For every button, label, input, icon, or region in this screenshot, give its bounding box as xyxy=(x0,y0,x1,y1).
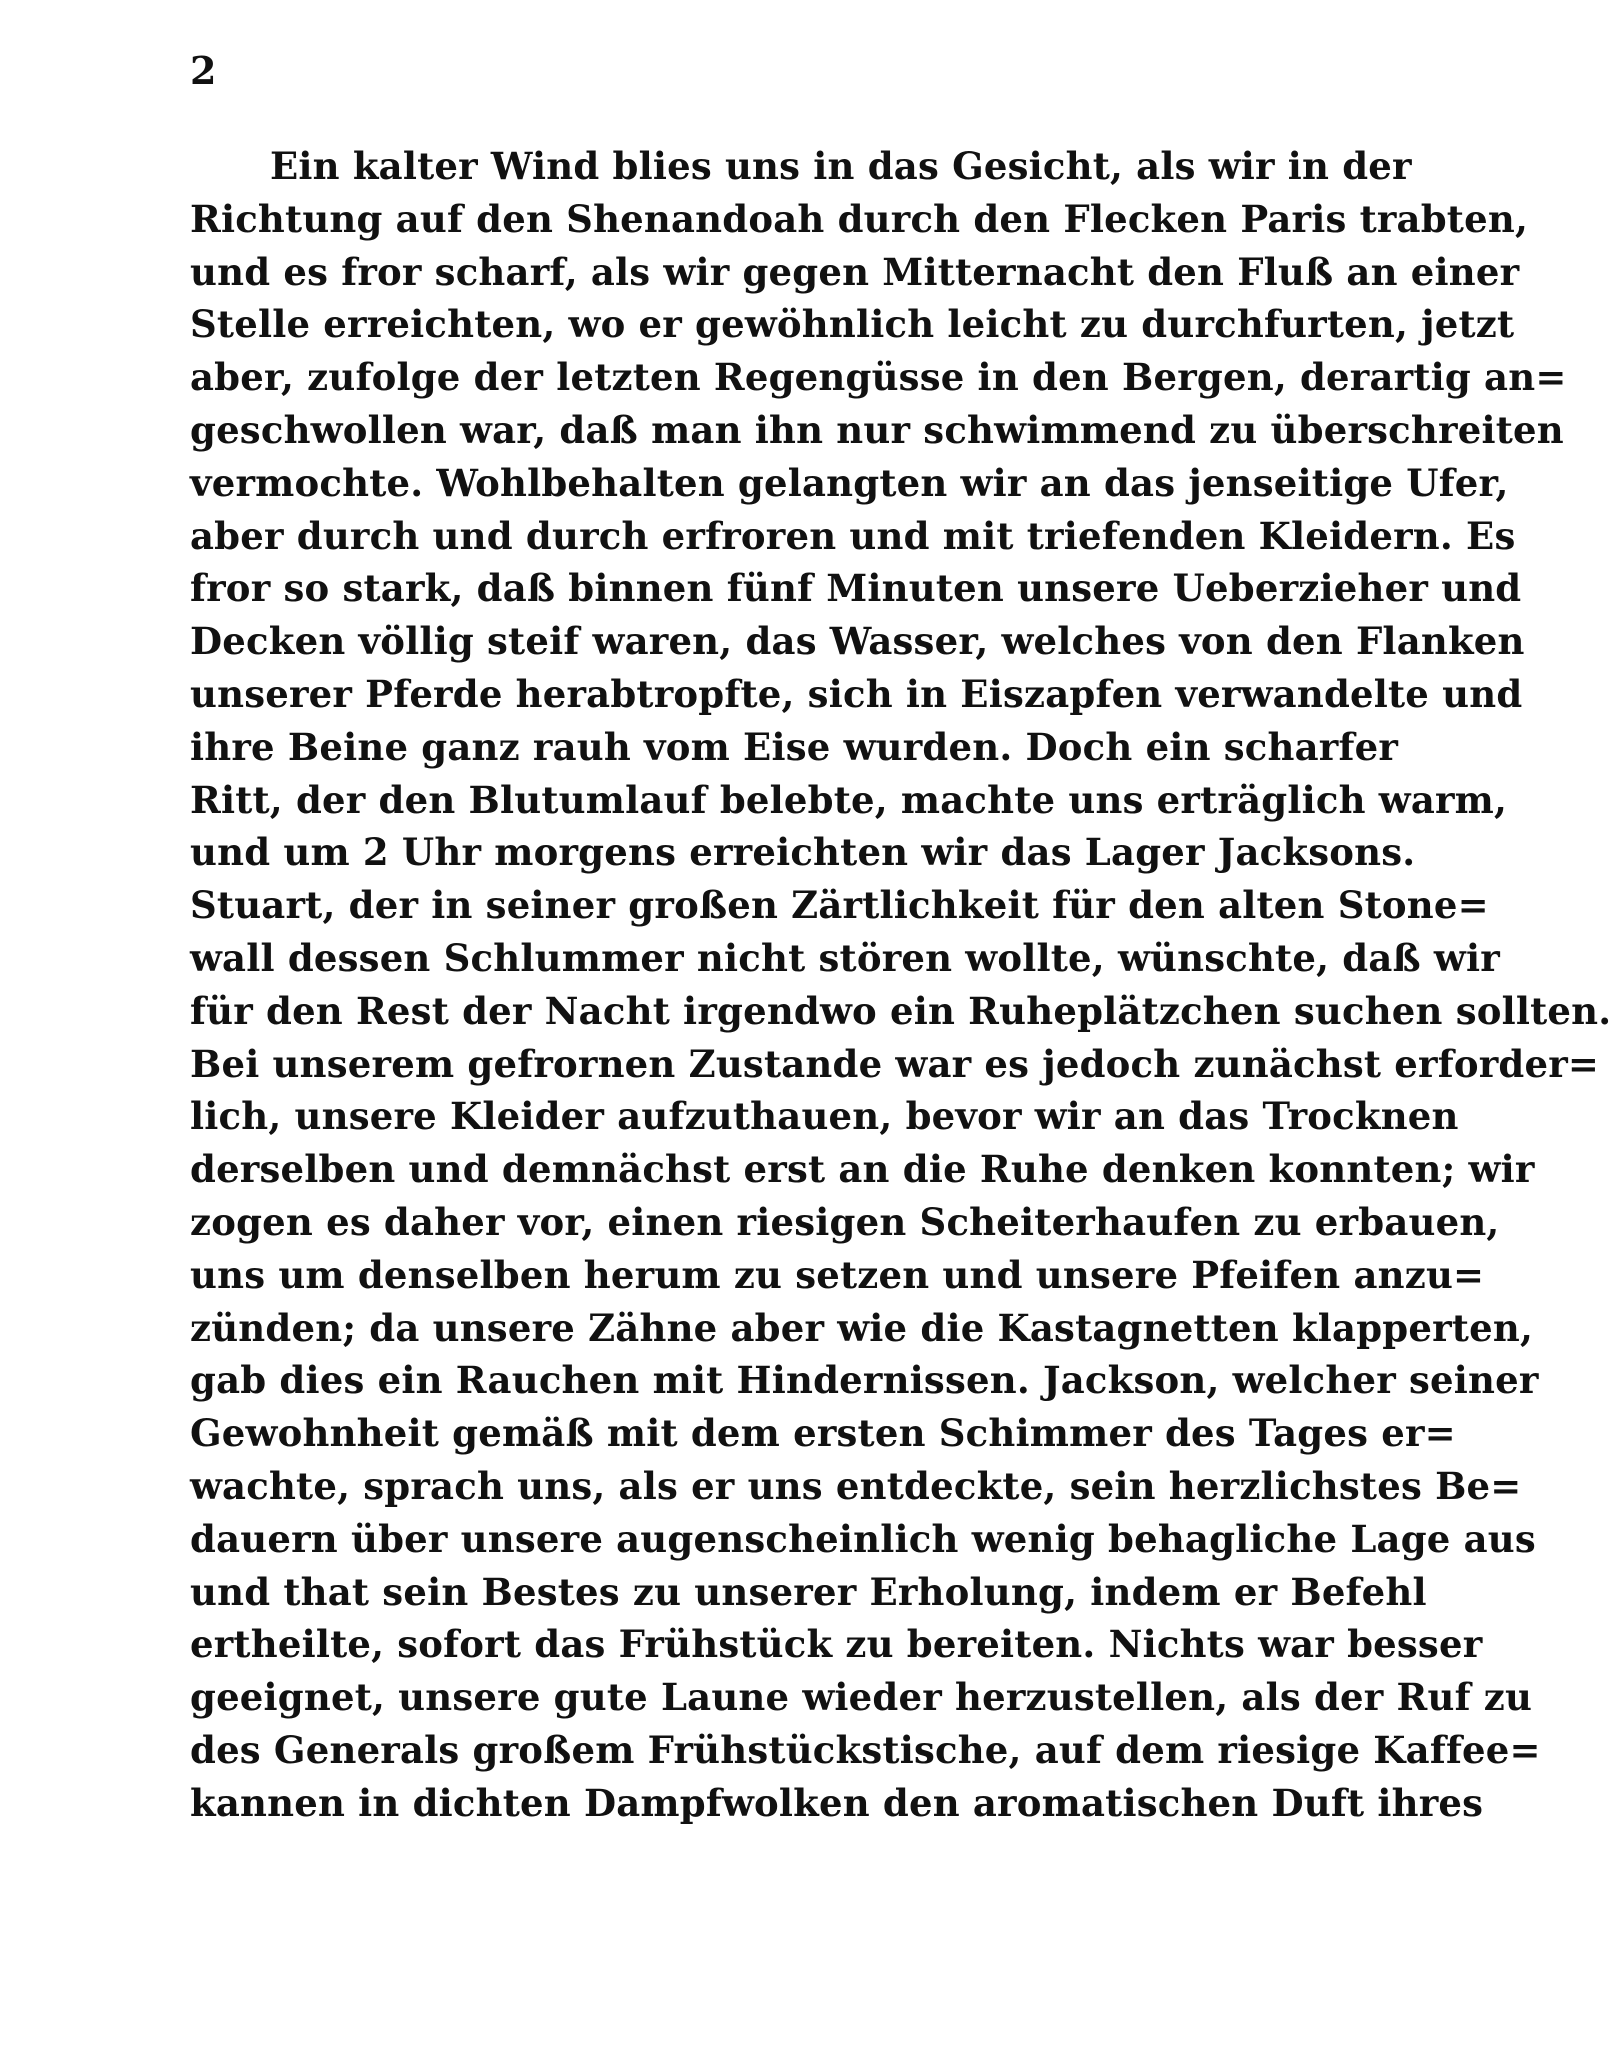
text-line: Bei unserem gefrornen Zustande war es jedoch zunächst erforder= xyxy=(190,1041,1600,1086)
text-line: geeignet, unsere gute Laune wieder herzustellen, als der Ruf zu xyxy=(190,1675,1533,1720)
text-line: Ein kalter Wind blies uns in das Gesicht, als wir in der xyxy=(270,144,1412,188)
text-line: Decken völlig steif waren, das Wasser, welches von den Flanken xyxy=(190,619,1525,664)
text-line: ihre Beine ganz rauh vom Eise wurden. Doch ein scharfer xyxy=(190,724,1399,769)
text-line: und um 2 Uhr morgens erreichten wir das Lager Jacksons. xyxy=(190,830,1416,875)
text-line: Ritt, der den Blutumlauf belebte, machte uns erträglich warm, xyxy=(190,777,1508,822)
text-line: fror so stark, daß binnen fünf Minuten unsere Ueberzieher und xyxy=(190,566,1522,611)
text-line: wachte, sprach uns, als er uns entdeckte, sein herzlichstes Be= xyxy=(190,1463,1522,1508)
page-number: 2 xyxy=(190,48,217,93)
text-line: für den Rest der Nacht irgendwo ein Ruheplätzchen suchen sollten. xyxy=(190,988,1611,1033)
text-line: und that sein Bestes zu unserer Erholung, indem er Befehl xyxy=(190,1569,1427,1614)
text-line: ertheilte, sofort das Frühstück zu bereiten. Nichts war besser xyxy=(190,1622,1483,1667)
text-line: Richtung auf den Shenandoah durch den Flecken Paris trabten, xyxy=(190,196,1529,241)
text-line: geschwollen war, daß man ihn nur schwimmend zu überschreiten xyxy=(190,407,1564,452)
text-line: aber, zufolge der letzten Regengüsse in den Bergen, derartig an= xyxy=(190,355,1567,400)
text-line: aber durch und durch erfroren und mit triefenden Kleidern. Es xyxy=(190,513,1516,558)
text-line: kannen in dichten Dampfwolken den aromatischen Duft ihres xyxy=(190,1780,1484,1825)
text-line: Stuart, der in seiner großen Zärtlichkeit für den alten Stone= xyxy=(190,883,1489,928)
body-text xyxy=(190,140,1611,1830)
text-line: gab dies ein Rauchen mit Hindernissen. Jackson, welcher seiner xyxy=(190,1358,1539,1403)
text-line: lich, unsere Kleider aufzuthauen, bevor wir an das Trocknen xyxy=(190,1094,1459,1139)
text-line: des Generals großem Frühstückstische, auf dem riesige Kaffee= xyxy=(190,1727,1541,1772)
text-line: wall dessen Schlummer nicht stören wollte, wünschte, daß wir xyxy=(190,935,1500,980)
text-line: Stelle erreichten, wo er gewöhnlich leicht zu durchfurten, jetzt xyxy=(190,302,1515,347)
text-line: dauern über unsere augenscheinlich wenig behagliche Lage aus xyxy=(190,1516,1536,1561)
text-line: und es fror scharf, als wir gegen Mitternacht den Fluß an einer xyxy=(190,249,1520,294)
text-line: zünden; da unsere Zähne aber wie die Kastagnetten klapperten, xyxy=(190,1305,1534,1350)
text-line: Gewohnheit gemäß mit dem ersten Schimmer des Tages er= xyxy=(190,1411,1456,1456)
text-line: zogen es daher vor, einen riesigen Scheiterhaufen zu erbauen, xyxy=(190,1199,1500,1244)
text-line: unserer Pferde herabtropfte, sich in Eiszapfen verwandelte und xyxy=(190,671,1523,716)
text-line: derselben und demnächst erst an die Ruhe denken konnten; wir xyxy=(190,1147,1535,1192)
text-line: vermochte. Wohlbehalten gelangten wir an das jenseitige Ufer, xyxy=(190,460,1509,505)
text-line: uns um denselben herum zu setzen und unsere Pfeifen anzu= xyxy=(190,1252,1485,1297)
